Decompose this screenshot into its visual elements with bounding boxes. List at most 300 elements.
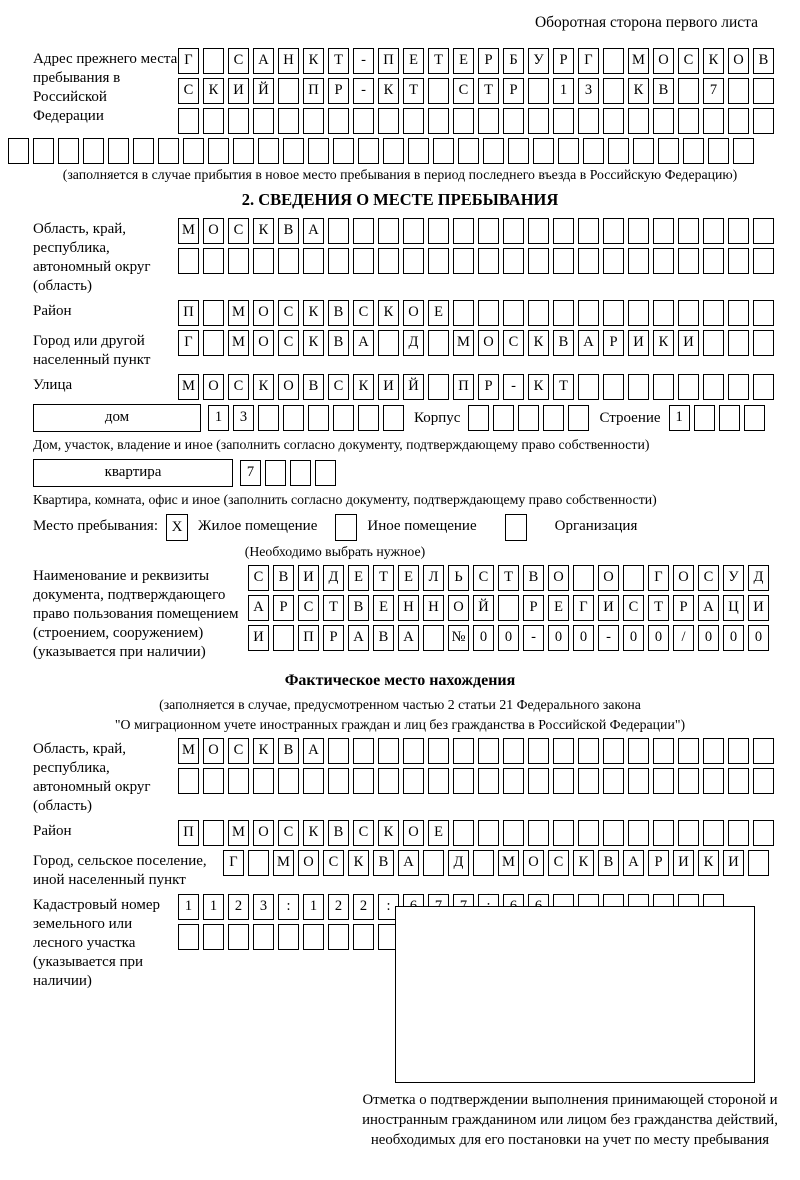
char-cell[interactable] [378, 248, 399, 274]
char-cell[interactable] [553, 108, 574, 134]
char-cell[interactable]: Р [273, 595, 294, 621]
char-cell[interactable]: К [303, 820, 324, 846]
char-cell[interactable]: : [278, 894, 299, 920]
char-cell[interactable]: В [328, 330, 349, 356]
char-cell[interactable] [183, 138, 204, 164]
char-cell[interactable] [703, 330, 724, 356]
char-cell[interactable] [628, 248, 649, 274]
char-cell[interactable] [503, 820, 524, 846]
char-cell[interactable] [378, 108, 399, 134]
char-cell[interactable]: И [673, 850, 694, 876]
char-cell[interactable]: В [653, 78, 674, 104]
char-cell[interactable] [478, 218, 499, 244]
char-cell[interactable]: С [278, 300, 299, 326]
char-cell[interactable] [728, 248, 749, 274]
char-cell[interactable] [328, 924, 349, 950]
char-cell[interactable] [553, 738, 574, 764]
char-cell[interactable]: Й [403, 374, 424, 400]
char-cell[interactable]: 7 [703, 78, 724, 104]
char-cell[interactable] [753, 374, 774, 400]
char-cell[interactable]: Р [673, 595, 694, 621]
char-cell[interactable] [703, 374, 724, 400]
char-cell[interactable] [603, 48, 624, 74]
char-cell[interactable] [278, 248, 299, 274]
char-cell[interactable] [753, 330, 774, 356]
char-cell[interactable] [303, 768, 324, 794]
char-cell[interactable] [453, 218, 474, 244]
char-cell[interactable] [328, 248, 349, 274]
char-cell[interactable]: О [253, 300, 274, 326]
char-cell[interactable]: С [228, 738, 249, 764]
char-cell[interactable]: Р [323, 625, 344, 651]
char-cell[interactable]: - [598, 625, 619, 651]
char-cell[interactable] [278, 924, 299, 950]
char-cell[interactable] [403, 248, 424, 274]
char-cell[interactable] [428, 330, 449, 356]
char-cell[interactable]: С [298, 595, 319, 621]
char-cell[interactable]: А [398, 625, 419, 651]
char-cell[interactable]: В [273, 565, 294, 591]
char-cell[interactable]: С [453, 78, 474, 104]
char-cell[interactable]: А [303, 218, 324, 244]
char-cell[interactable]: С [278, 820, 299, 846]
char-cell[interactable]: Н [423, 595, 444, 621]
char-cell[interactable]: С [248, 565, 269, 591]
char-cell[interactable]: К [353, 374, 374, 400]
char-cell[interactable]: Г [223, 850, 244, 876]
char-cell[interactable] [358, 405, 379, 431]
char-cell[interactable] [703, 108, 724, 134]
char-cell[interactable]: С [623, 595, 644, 621]
char-cell[interactable]: Г [178, 48, 199, 74]
stay-option-other-checkbox[interactable] [335, 514, 357, 541]
char-cell[interactable] [583, 138, 604, 164]
char-cell[interactable] [528, 218, 549, 244]
char-cell[interactable]: Б [503, 48, 524, 74]
char-cell[interactable] [428, 108, 449, 134]
char-cell[interactable] [653, 248, 674, 274]
char-cell[interactable] [278, 78, 299, 104]
char-cell[interactable]: - [353, 78, 374, 104]
char-cell[interactable] [678, 78, 699, 104]
char-cell[interactable] [753, 78, 774, 104]
char-cell[interactable] [744, 405, 765, 431]
char-cell[interactable] [753, 108, 774, 134]
char-cell[interactable]: Д [448, 850, 469, 876]
char-cell[interactable] [528, 108, 549, 134]
char-cell[interactable] [578, 108, 599, 134]
char-cell[interactable] [453, 248, 474, 274]
char-cell[interactable] [378, 218, 399, 244]
char-cell[interactable] [453, 768, 474, 794]
char-cell[interactable]: Т [498, 565, 519, 591]
char-cell[interactable] [478, 248, 499, 274]
char-cell[interactable]: М [498, 850, 519, 876]
char-cell[interactable] [568, 405, 589, 431]
char-cell[interactable]: В [328, 300, 349, 326]
char-cell[interactable]: С [278, 330, 299, 356]
char-cell[interactable]: Т [553, 374, 574, 400]
char-cell[interactable]: О [403, 300, 424, 326]
char-cell[interactable] [493, 405, 514, 431]
char-cell[interactable] [703, 248, 724, 274]
char-cell[interactable]: Т [428, 48, 449, 74]
char-cell[interactable] [608, 138, 629, 164]
char-cell[interactable] [353, 248, 374, 274]
char-cell[interactable]: Д [323, 565, 344, 591]
char-cell[interactable]: 3 [578, 78, 599, 104]
char-cell[interactable]: / [673, 625, 694, 651]
char-cell[interactable]: О [598, 565, 619, 591]
char-cell[interactable]: К [378, 78, 399, 104]
char-cell[interactable]: О [728, 48, 749, 74]
char-cell[interactable]: Р [478, 374, 499, 400]
char-cell[interactable]: О [653, 48, 674, 74]
char-cell[interactable] [228, 248, 249, 274]
char-cell[interactable] [178, 248, 199, 274]
char-cell[interactable] [503, 768, 524, 794]
char-cell[interactable]: Д [403, 330, 424, 356]
char-cell[interactable]: 2 [353, 894, 374, 920]
char-cell[interactable]: Е [428, 820, 449, 846]
char-cell[interactable]: С [328, 374, 349, 400]
char-cell[interactable] [228, 924, 249, 950]
char-cell[interactable]: 7 [240, 460, 261, 486]
char-cell[interactable]: Н [398, 595, 419, 621]
char-cell[interactable] [478, 108, 499, 134]
char-cell[interactable] [753, 300, 774, 326]
char-cell[interactable] [603, 768, 624, 794]
char-cell[interactable] [678, 768, 699, 794]
char-cell[interactable]: 1 [203, 894, 224, 920]
char-cell[interactable]: 2 [328, 894, 349, 920]
char-cell[interactable] [265, 460, 286, 486]
char-cell[interactable]: 1 [303, 894, 324, 920]
char-cell[interactable] [508, 138, 529, 164]
char-cell[interactable]: Ь [448, 565, 469, 591]
char-cell[interactable]: Е [398, 565, 419, 591]
char-cell[interactable]: М [228, 820, 249, 846]
char-cell[interactable]: Ц [723, 595, 744, 621]
char-cell[interactable] [728, 78, 749, 104]
char-cell[interactable]: К [378, 300, 399, 326]
char-cell[interactable]: И [628, 330, 649, 356]
char-cell[interactable] [733, 138, 754, 164]
char-cell[interactable] [383, 138, 404, 164]
char-cell[interactable] [208, 138, 229, 164]
char-cell[interactable] [273, 625, 294, 651]
char-cell[interactable] [333, 138, 354, 164]
char-cell[interactable]: № [448, 625, 469, 651]
char-cell[interactable] [528, 820, 549, 846]
char-cell[interactable]: У [528, 48, 549, 74]
char-cell[interactable]: 0 [723, 625, 744, 651]
char-cell[interactable]: В [523, 565, 544, 591]
char-cell[interactable]: Е [373, 595, 394, 621]
char-cell[interactable] [603, 78, 624, 104]
char-cell[interactable] [628, 108, 649, 134]
char-cell[interactable] [603, 820, 624, 846]
char-cell[interactable] [378, 768, 399, 794]
char-cell[interactable] [628, 374, 649, 400]
char-cell[interactable] [278, 108, 299, 134]
char-cell[interactable] [353, 738, 374, 764]
char-cell[interactable] [753, 218, 774, 244]
char-cell[interactable]: В [278, 738, 299, 764]
char-cell[interactable] [578, 768, 599, 794]
char-cell[interactable] [578, 738, 599, 764]
char-cell[interactable] [258, 405, 279, 431]
char-cell[interactable] [603, 738, 624, 764]
char-cell[interactable] [478, 820, 499, 846]
char-cell[interactable]: Е [453, 48, 474, 74]
char-cell[interactable] [483, 138, 504, 164]
char-cell[interactable] [328, 108, 349, 134]
char-cell[interactable] [178, 924, 199, 950]
char-cell[interactable]: И [723, 850, 744, 876]
char-cell[interactable]: Й [473, 595, 494, 621]
char-cell[interactable] [133, 138, 154, 164]
char-cell[interactable] [248, 850, 269, 876]
char-cell[interactable]: И [748, 595, 769, 621]
char-cell[interactable]: Е [403, 48, 424, 74]
char-cell[interactable]: А [398, 850, 419, 876]
char-cell[interactable]: К [698, 850, 719, 876]
char-cell[interactable]: И [248, 625, 269, 651]
char-cell[interactable]: О [673, 565, 694, 591]
char-cell[interactable] [328, 738, 349, 764]
char-cell[interactable] [628, 300, 649, 326]
stay-option-residential-checkbox[interactable]: X [166, 514, 188, 541]
char-cell[interactable] [623, 565, 644, 591]
char-cell[interactable]: 2 [228, 894, 249, 920]
house-box-label[interactable]: дом [33, 404, 201, 432]
char-cell[interactable] [553, 248, 574, 274]
char-cell[interactable]: Г [573, 595, 594, 621]
char-cell[interactable]: К [303, 48, 324, 74]
char-cell[interactable] [8, 138, 29, 164]
char-cell[interactable]: В [598, 850, 619, 876]
char-cell[interactable]: К [528, 374, 549, 400]
char-cell[interactable]: Т [403, 78, 424, 104]
char-cell[interactable]: - [353, 48, 374, 74]
char-cell[interactable] [653, 218, 674, 244]
char-cell[interactable] [528, 738, 549, 764]
char-cell[interactable] [178, 768, 199, 794]
char-cell[interactable] [633, 138, 654, 164]
char-cell[interactable] [378, 738, 399, 764]
char-cell[interactable]: Т [328, 48, 349, 74]
char-cell[interactable] [658, 138, 679, 164]
char-cell[interactable]: О [548, 565, 569, 591]
char-cell[interactable] [228, 108, 249, 134]
char-cell[interactable] [308, 138, 329, 164]
char-cell[interactable]: 3 [233, 405, 254, 431]
char-cell[interactable]: К [378, 820, 399, 846]
char-cell[interactable] [283, 405, 304, 431]
char-cell[interactable] [478, 768, 499, 794]
char-cell[interactable]: В [753, 48, 774, 74]
char-cell[interactable]: О [298, 850, 319, 876]
char-cell[interactable]: И [678, 330, 699, 356]
char-cell[interactable] [753, 248, 774, 274]
char-cell[interactable] [308, 405, 329, 431]
char-cell[interactable] [353, 768, 374, 794]
char-cell[interactable] [253, 924, 274, 950]
char-cell[interactable] [158, 138, 179, 164]
char-cell[interactable] [423, 625, 444, 651]
char-cell[interactable] [578, 218, 599, 244]
char-cell[interactable] [203, 300, 224, 326]
char-cell[interactable]: С [548, 850, 569, 876]
char-cell[interactable] [303, 248, 324, 274]
char-cell[interactable] [253, 768, 274, 794]
char-cell[interactable]: 0 [648, 625, 669, 651]
char-cell[interactable]: С [503, 330, 524, 356]
char-cell[interactable]: В [348, 595, 369, 621]
char-cell[interactable] [403, 738, 424, 764]
char-cell[interactable]: О [448, 595, 469, 621]
char-cell[interactable] [528, 768, 549, 794]
char-cell[interactable] [428, 78, 449, 104]
char-cell[interactable]: Н [278, 48, 299, 74]
char-cell[interactable]: А [348, 625, 369, 651]
char-cell[interactable]: М [228, 300, 249, 326]
char-cell[interactable]: П [378, 48, 399, 74]
char-cell[interactable]: К [348, 850, 369, 876]
char-cell[interactable]: К [528, 330, 549, 356]
char-cell[interactable]: 3 [253, 894, 274, 920]
char-cell[interactable]: Р [603, 330, 624, 356]
char-cell[interactable]: К [303, 330, 324, 356]
char-cell[interactable]: К [253, 218, 274, 244]
char-cell[interactable]: Г [648, 565, 669, 591]
char-cell[interactable] [203, 768, 224, 794]
char-cell[interactable] [498, 595, 519, 621]
char-cell[interactable]: - [503, 374, 524, 400]
char-cell[interactable] [503, 300, 524, 326]
char-cell[interactable] [753, 738, 774, 764]
char-cell[interactable] [628, 738, 649, 764]
char-cell[interactable]: О [523, 850, 544, 876]
char-cell[interactable] [603, 218, 624, 244]
char-cell[interactable]: М [178, 218, 199, 244]
char-cell[interactable]: : [378, 894, 399, 920]
char-cell[interactable] [203, 924, 224, 950]
char-cell[interactable] [603, 108, 624, 134]
char-cell[interactable]: 0 [748, 625, 769, 651]
char-cell[interactable]: Е [548, 595, 569, 621]
char-cell[interactable] [603, 248, 624, 274]
char-cell[interactable] [203, 108, 224, 134]
char-cell[interactable]: П [453, 374, 474, 400]
char-cell[interactable]: Г [178, 330, 199, 356]
char-cell[interactable] [653, 108, 674, 134]
char-cell[interactable]: П [178, 300, 199, 326]
stay-option-organization-checkbox[interactable] [505, 514, 527, 541]
char-cell[interactable]: К [303, 300, 324, 326]
char-cell[interactable]: Й [253, 78, 274, 104]
char-cell[interactable] [518, 405, 539, 431]
char-cell[interactable]: И [228, 78, 249, 104]
char-cell[interactable] [353, 218, 374, 244]
char-cell[interactable] [728, 108, 749, 134]
char-cell[interactable]: А [578, 330, 599, 356]
char-cell[interactable]: М [178, 738, 199, 764]
char-cell[interactable]: С [473, 565, 494, 591]
char-cell[interactable]: А [248, 595, 269, 621]
char-cell[interactable] [558, 138, 579, 164]
char-cell[interactable] [403, 768, 424, 794]
char-cell[interactable] [728, 738, 749, 764]
char-cell[interactable]: К [628, 78, 649, 104]
char-cell[interactable]: Л [423, 565, 444, 591]
char-cell[interactable] [578, 248, 599, 274]
char-cell[interactable] [253, 108, 274, 134]
char-cell[interactable] [603, 300, 624, 326]
char-cell[interactable] [428, 768, 449, 794]
char-cell[interactable] [353, 924, 374, 950]
char-cell[interactable] [628, 768, 649, 794]
char-cell[interactable] [603, 374, 624, 400]
char-cell[interactable]: 1 [669, 405, 690, 431]
char-cell[interactable]: М [273, 850, 294, 876]
char-cell[interactable]: Т [373, 565, 394, 591]
char-cell[interactable]: Р [553, 48, 574, 74]
char-cell[interactable] [543, 405, 564, 431]
char-cell[interactable]: М [453, 330, 474, 356]
char-cell[interactable] [433, 138, 454, 164]
char-cell[interactable] [428, 218, 449, 244]
char-cell[interactable]: В [303, 374, 324, 400]
char-cell[interactable] [403, 108, 424, 134]
char-cell[interactable]: О [403, 820, 424, 846]
char-cell[interactable]: - [523, 625, 544, 651]
char-cell[interactable] [315, 460, 336, 486]
char-cell[interactable]: П [298, 625, 319, 651]
char-cell[interactable] [653, 738, 674, 764]
char-cell[interactable]: М [628, 48, 649, 74]
char-cell[interactable] [233, 138, 254, 164]
char-cell[interactable]: 1 [208, 405, 229, 431]
char-cell[interactable] [290, 460, 311, 486]
char-cell[interactable]: 0 [473, 625, 494, 651]
char-cell[interactable] [703, 300, 724, 326]
char-cell[interactable]: О [478, 330, 499, 356]
char-cell[interactable] [303, 108, 324, 134]
char-cell[interactable] [253, 248, 274, 274]
char-cell[interactable] [358, 138, 379, 164]
char-cell[interactable]: Р [503, 78, 524, 104]
char-cell[interactable]: В [373, 625, 394, 651]
char-cell[interactable] [703, 218, 724, 244]
char-cell[interactable]: А [303, 738, 324, 764]
char-cell[interactable] [383, 405, 404, 431]
char-cell[interactable] [328, 768, 349, 794]
char-cell[interactable] [528, 300, 549, 326]
char-cell[interactable] [328, 218, 349, 244]
char-cell[interactable]: К [253, 738, 274, 764]
char-cell[interactable]: О [203, 738, 224, 764]
char-cell[interactable] [303, 924, 324, 950]
char-cell[interactable] [653, 820, 674, 846]
char-cell[interactable]: С [323, 850, 344, 876]
char-cell[interactable] [578, 374, 599, 400]
char-cell[interactable]: Т [648, 595, 669, 621]
char-cell[interactable]: 0 [573, 625, 594, 651]
char-cell[interactable]: С [353, 300, 374, 326]
char-cell[interactable]: С [353, 820, 374, 846]
